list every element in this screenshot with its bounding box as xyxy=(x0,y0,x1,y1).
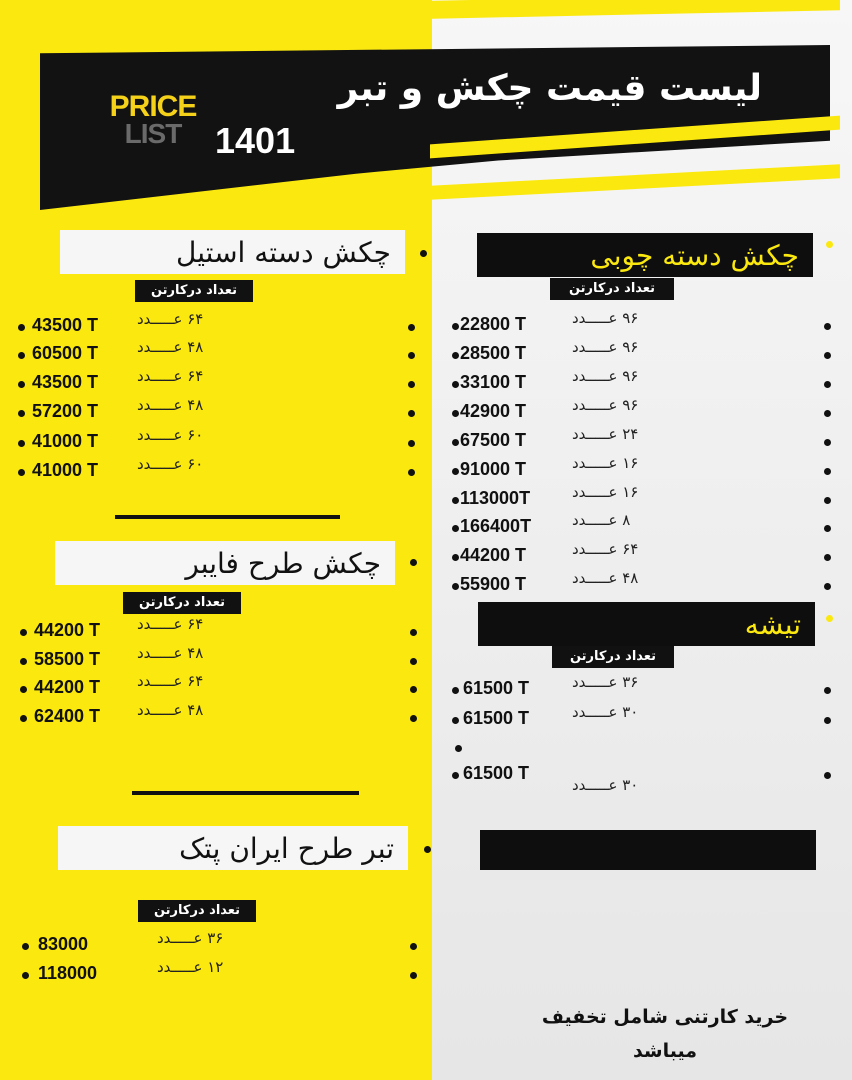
bullet-dot xyxy=(408,469,415,476)
bullet-dot xyxy=(452,554,459,561)
product-price: 91000 T xyxy=(460,459,527,479)
count-label: تعداد درکارتن xyxy=(552,646,674,668)
bullet-dot xyxy=(410,972,417,979)
carton-quantity: ۶۰ عـــــدد xyxy=(137,426,204,444)
logo-list-text: LIST xyxy=(124,118,182,149)
product-price: 43500 T xyxy=(32,315,99,335)
bullet-dot xyxy=(452,352,459,359)
bullet-dot xyxy=(18,324,25,331)
product-price: 60500 T xyxy=(32,343,99,363)
bullet-dot xyxy=(452,468,459,475)
bullet-dot xyxy=(18,352,25,359)
bullet-dot xyxy=(824,717,831,724)
carton-quantity: ۳۶ عـــــدد xyxy=(157,929,224,947)
bullet-dot xyxy=(824,583,831,590)
product-price: 58500 T xyxy=(34,649,101,669)
product-price: 44200 T xyxy=(34,620,101,640)
carton-quantity: ۳۰ عـــــدد xyxy=(572,703,639,721)
product-price: 118000 xyxy=(38,963,98,983)
bullet-dot xyxy=(824,772,831,779)
logo-price-text: PRICE xyxy=(109,90,197,123)
bullet-dot xyxy=(408,352,415,359)
product-price: 42900 T xyxy=(460,401,527,421)
bullet-dot xyxy=(452,717,459,724)
count-label: تعداد درکارتن xyxy=(123,592,241,614)
count-label: تعداد درکارتن xyxy=(138,900,256,922)
bullet-dot xyxy=(826,615,833,622)
bullet-dot xyxy=(18,381,25,388)
bullet-dot xyxy=(452,439,459,446)
carton-quantity: ۳۶ عـــــدد xyxy=(572,673,639,691)
bullet-dot xyxy=(20,686,27,693)
discount-note-line1: خرید کارتنی شامل تخفیف xyxy=(541,1006,789,1028)
right-gray-panel xyxy=(432,0,852,1080)
carton-quantity: ۱۲ عـــــدد xyxy=(157,958,224,976)
carton-quantity: ۶۴ عـــــدد xyxy=(572,540,639,558)
bullet-dot xyxy=(18,440,25,447)
carton-quantity: ۹۶ عـــــدد xyxy=(572,396,639,414)
bullet-dot xyxy=(20,658,27,665)
bullet-dot xyxy=(410,559,417,566)
bullet-dot xyxy=(408,381,415,388)
product-price: 61500 T xyxy=(463,708,530,728)
bullet-dot xyxy=(452,381,459,388)
bullet-dot xyxy=(18,410,25,417)
carton-quantity: ۶۴ عـــــدد xyxy=(137,672,204,690)
bullet-dot xyxy=(410,943,417,950)
bullet-dot xyxy=(410,629,417,636)
product-price: 61500 T xyxy=(463,678,530,698)
bullet-dot xyxy=(824,352,831,359)
bullet-dot xyxy=(824,497,831,504)
bullet-dot xyxy=(824,468,831,475)
bullet-dot xyxy=(408,410,415,417)
carton-quantity: ۹۶ عـــــدد xyxy=(572,309,639,327)
bullet-dot xyxy=(420,250,427,257)
product-price: 55900 T xyxy=(460,574,527,594)
section-title-tisheh: تیشه xyxy=(478,602,815,646)
product-price: 22800 T xyxy=(460,314,527,334)
carton-quantity: ۴۸ عـــــدد xyxy=(572,569,639,587)
product-price: 33100 T xyxy=(460,372,527,392)
product-price: 57200 T xyxy=(32,401,99,421)
carton-quantity: ۴۸ عـــــدد xyxy=(137,644,204,662)
bullet-dot xyxy=(824,525,831,532)
carton-quantity: ۶۴ عـــــدد xyxy=(137,615,204,633)
count-label: تعداد درکارتن xyxy=(550,278,674,300)
section-title-fiber: چکش طرح فایبر xyxy=(55,541,395,585)
section-title-steel: چکش دسته استیل xyxy=(60,230,405,274)
bullet-dot xyxy=(824,439,831,446)
bullet-dot xyxy=(824,323,831,330)
count-label: تعداد درکارتن xyxy=(135,280,253,302)
bullet-dot xyxy=(410,715,417,722)
carton-quantity: ۱۶ عـــــدد xyxy=(572,483,639,501)
bullet-dot xyxy=(410,658,417,665)
section-title-axe: تبر طرح ایران پتک xyxy=(58,826,408,870)
section-title-wooden: چکش دسته چوبی xyxy=(477,233,813,277)
bullet-dot xyxy=(452,583,459,590)
bullet-dot xyxy=(408,440,415,447)
carton-quantity: ۲۴ عـــــدد xyxy=(572,425,639,443)
product-price: 67500 T xyxy=(460,430,527,450)
bullet-dot xyxy=(824,687,831,694)
carton-quantity: ۴۸ عـــــدد xyxy=(137,338,204,356)
bullet-dot xyxy=(452,687,459,694)
product-price: 62400 T xyxy=(34,706,101,726)
bullet-dot xyxy=(410,686,417,693)
separator-line xyxy=(132,791,359,795)
product-price: 43500 T xyxy=(32,372,99,392)
bullet-dot xyxy=(18,469,25,476)
product-price: 83000 xyxy=(38,934,89,954)
discount-note xyxy=(500,1000,830,1068)
bullet-dot xyxy=(408,324,415,331)
product-price: 28500 T xyxy=(460,343,527,363)
bullet-dot xyxy=(20,715,27,722)
product-price: 61500 T xyxy=(463,763,530,783)
bullet-dot xyxy=(824,410,831,417)
bullet-dot xyxy=(20,629,27,636)
product-price: 166400T xyxy=(460,516,532,536)
bullet-dot xyxy=(452,497,459,504)
carton-quantity: ۴۸ عـــــدد xyxy=(137,396,204,414)
carton-quantity: ۶۰ عـــــدد xyxy=(137,455,204,473)
carton-quantity: ۶۴ عـــــدد xyxy=(137,367,204,385)
product-price: 113000T xyxy=(460,488,531,508)
bullet-dot xyxy=(824,554,831,561)
bullet-dot xyxy=(424,846,431,853)
carton-quantity: ۱۶ عـــــدد xyxy=(572,454,639,472)
carton-quantity: ۳۰ عـــــدد xyxy=(572,776,639,794)
bullet-dot xyxy=(452,323,459,330)
bullet-dot xyxy=(22,972,29,979)
bullet-dot xyxy=(22,943,29,950)
bullet-dot xyxy=(824,381,831,388)
empty-black-bar xyxy=(480,830,816,870)
year-label: 1401 xyxy=(215,120,296,161)
carton-quantity: ۸ عـــــدد xyxy=(572,511,631,529)
carton-quantity: ۶۴ عـــــدد xyxy=(137,310,204,328)
bullet-dot xyxy=(452,410,459,417)
bullet-dot xyxy=(455,745,462,752)
page-title: لیست قیمت چکش و تبر xyxy=(337,68,762,109)
product-price: 41000 T xyxy=(32,431,99,451)
carton-quantity: ۹۶ عـــــدد xyxy=(572,367,639,385)
bullet-dot xyxy=(452,772,459,779)
discount-note-line2: میباشد xyxy=(632,1040,698,1062)
price-list-logo xyxy=(98,90,208,149)
product-price: 41000 T xyxy=(32,460,99,480)
carton-quantity: ۴۸ عـــــدد xyxy=(137,701,204,719)
bullet-dot xyxy=(452,525,459,532)
product-price: 44200 T xyxy=(460,545,527,565)
bullet-dot xyxy=(826,241,833,248)
carton-quantity: ۹۶ عـــــدد xyxy=(572,338,639,356)
separator-line xyxy=(115,515,340,519)
product-price: 44200 T xyxy=(34,677,101,697)
